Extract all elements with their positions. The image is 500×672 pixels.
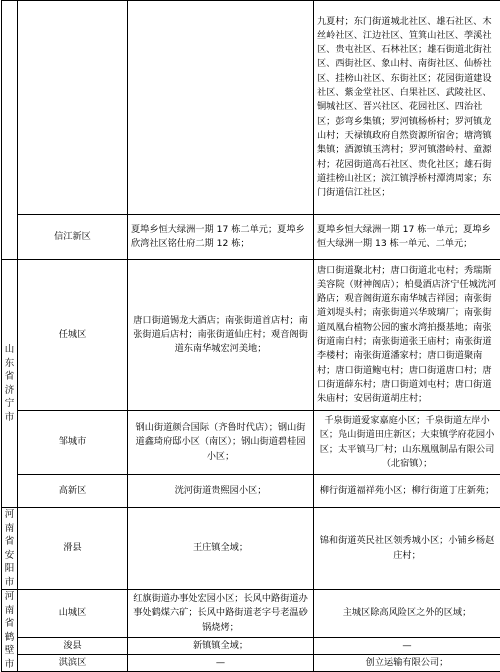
county-cell: 滑县 — [18, 508, 128, 590]
province-cell: 山东省济宁市 — [2, 260, 18, 508]
table-row — [2, 508, 500, 590]
low-risk-cell — [314, 1, 500, 215]
county-cell: 山城区 — [18, 590, 128, 638]
risk-area-table — [1, 0, 500, 672]
province-cell — [2, 1, 18, 260]
low-risk-text: 九夏村；东门街道城北社区、雄石社区、木丝岭社区、江边社区、笪箕山社区、荸溪社区、贵屯社区、石林社区；雄石街道北街社区、西街社区、象山村、南街社区、仙桥社区、挂榜山社区、东街社区；花园街道建设社区、紫金堂社区、白果社区、武陵社区、铜城社区、晋兴社区、花园社区、四治社区；彭弯乡集镇；罗河镇杨桥村；罗河镇龙山村；天禄镇政府自然资源所宿舍；塘湾镇集镇；酒源镇玉湾村；罗河镇潜岭村、童源村；花园街道高石社区、贵化社区；雄石街道挂榜山社区；滨江镇浮桥村潭湾周家；东门街道信江社区； — [317, 15, 497, 201]
county-cell: 淇滨区 — [18, 654, 128, 671]
mid-risk-cell: 钢山街道颜合国际（齐鲁时代店）；钢山街道鑫琦府邸小区（南区）；钢山街道碧桂园小区； — [128, 411, 314, 475]
table-row — [2, 475, 500, 508]
low-risk-cell: 主城区除高风险区之外的区域； — [314, 590, 500, 638]
mid-risk-cell: 夏埠乡恒大绿洲一期 17 栋二单元；夏埠乡欣湾社区铭仕府二期 12 栋； — [128, 215, 314, 260]
low-risk-cell: 千泉街道爱家嘉庭小区；千泉街道左岸小区；凫山街道田庄新区；大束镇学府花园小区；太平镇马厂村；山东凰凰制品有限公司（北宿镇）； — [314, 411, 500, 475]
table-row — [2, 215, 500, 260]
county-cell: 信江新区 — [18, 215, 128, 260]
low-risk-cell: 锦和街道英民社区领秀城小区；小铺乡杨赵庄村； — [314, 508, 500, 590]
table-row — [2, 1, 500, 215]
county-cell: 高新区 — [18, 475, 128, 508]
county-cell: 任城区 — [18, 260, 128, 411]
county-cell: 邹城市 — [18, 411, 128, 475]
table-row — [2, 637, 500, 654]
mid-risk-cell — [128, 1, 314, 215]
mid-risk-cell: 洸河街道贵熙园小区； — [128, 475, 314, 508]
low-risk-cell: — — [314, 637, 500, 654]
province-cell: 河南省安阳市 — [2, 508, 18, 590]
low-risk-cell: 唐口街道聚北村；唐口街道北屯村；秀瑞斯美容院（财神阁店）；柏曼酒店济宁任城洸河路店；观音阁街道东南华城吉祥园；南张街道刘堤头村；南张街道兴华玻璃厂；南张街道凤凰台植物公园的蜜水湾拍摄基地；南张街道南白村；南张街道张王庙村；南张街道李楼村；南张街道潘家村；唐口街道聚南村；唐口街道鲍屯村；唐口街道唐口村；唐口街道薛东村；唐口街道刘屯村；唐口街道朱庙村；安居街道胡庄村； — [314, 260, 500, 411]
mid-risk-cell: 新镇镇全域； — [128, 637, 314, 654]
table-row — [2, 411, 500, 475]
low-risk-cell: 夏埠乡恒大绿洲一期 17 栋一单元；夏埠乡恒大绿洲一期 13 栋一单元、二单元； — [314, 215, 500, 260]
low-risk-cell: 创立运输有限公司； — [314, 654, 500, 671]
mid-risk-cell: 红旗街道办事处宏园小区；长风中路街道办事处鹤煤六矿；长风中路街道老字号老温砂锅烧烤； — [128, 590, 314, 638]
low-risk-cell: 柳行街道福祥苑小区；柳行街道丁庄新苑； — [314, 475, 500, 508]
table-row — [2, 590, 500, 638]
province-cell: 河南省鹤壁市 — [2, 590, 18, 672]
county-cell — [18, 1, 128, 215]
county-cell: 浚县 — [18, 637, 128, 654]
mid-risk-cell: — — [128, 654, 314, 671]
table-row — [2, 654, 500, 671]
mid-risk-cell: 唐口街道锡龙大酒店；南张街道首店村；南张街道后店村；南张街道仙庄村；观音阁街道东南华城宏河美地； — [128, 260, 314, 411]
table-row — [2, 260, 500, 411]
mid-risk-cell: 王庄镇全域； — [128, 508, 314, 590]
